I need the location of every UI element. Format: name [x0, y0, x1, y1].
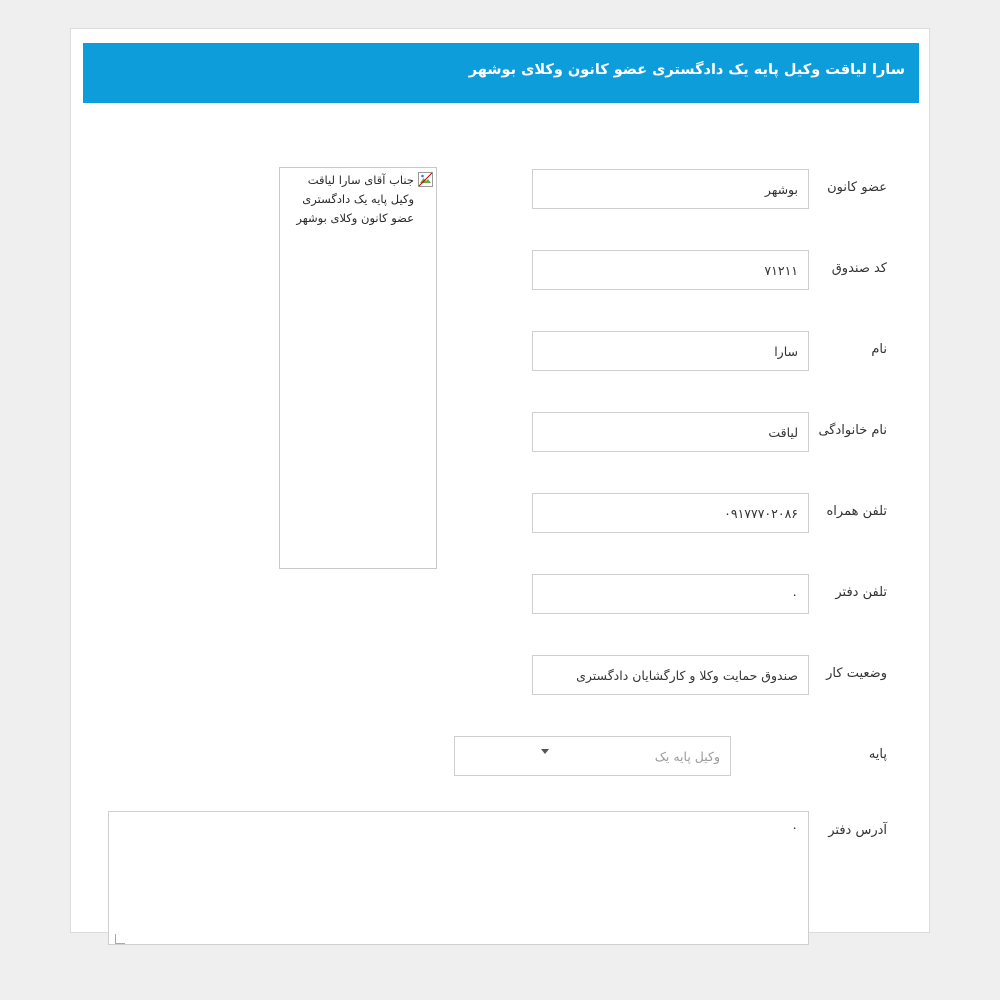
label-license-level: پایه: [868, 747, 887, 762]
input-fund-code[interactable]: [532, 250, 809, 290]
input-first-name[interactable]: [532, 331, 809, 371]
label-mobile-phone: تلفن همراه: [826, 504, 887, 519]
label-bar-association: عضو کانون: [827, 180, 887, 195]
label-last-name: نام خانوادگی: [818, 423, 887, 438]
label-office-phone: تلفن دفتر: [835, 585, 887, 600]
textarea-office-address[interactable]: [108, 811, 809, 945]
input-office-phone[interactable]: [532, 574, 809, 614]
page-title: سارا لیاقت وکیل پایه یک دادگستری عضو کانون وکلای بوشهر: [468, 62, 905, 78]
label-fund-code: کد صندوق: [831, 261, 887, 276]
input-mobile-phone[interactable]: [532, 493, 809, 533]
input-last-name[interactable]: [532, 412, 809, 452]
card-header: [83, 43, 919, 103]
select-wrapper-license-level: [532, 736, 809, 776]
select-license-level[interactable]: [454, 736, 731, 776]
label-office-address: آدرس دفتر: [828, 823, 887, 838]
profile-form: [71, 129, 929, 829]
input-work-status[interactable]: [532, 655, 809, 695]
label-work-status: وضعیت کار: [826, 666, 887, 681]
label-first-name: نام: [871, 342, 887, 357]
profile-card: [70, 28, 930, 933]
profile-photo-alt-text: جناب آقای سارا لیاقت وکیل پایه یک دادگستری عضو کانون وکلای بوشهر: [296, 173, 414, 225]
input-bar-association[interactable]: [532, 169, 809, 209]
